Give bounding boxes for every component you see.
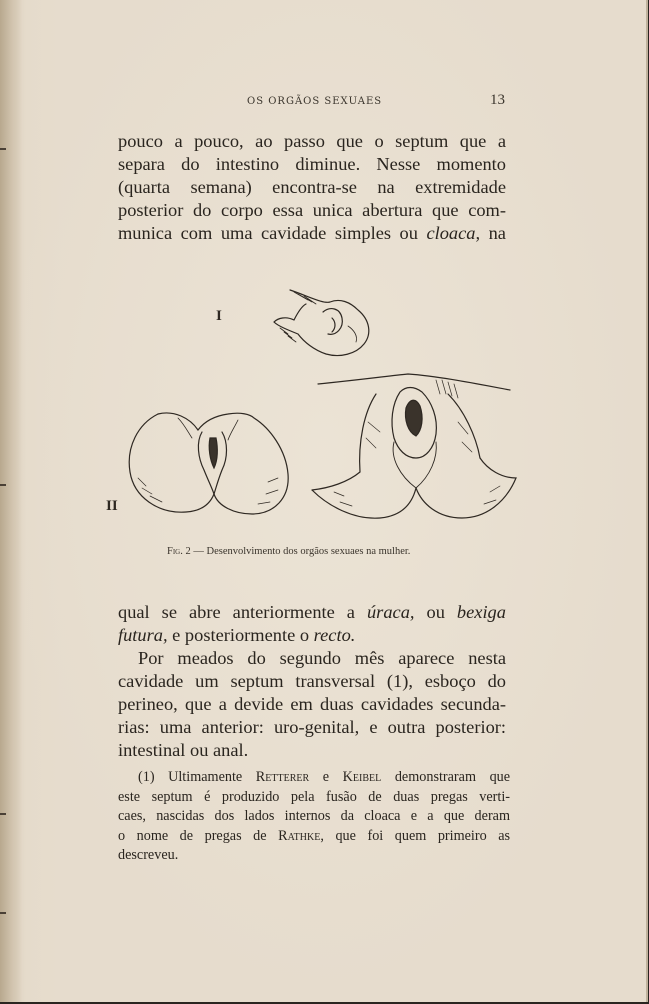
edge-mark (0, 813, 6, 815)
text-line: separa do intestino diminue. Nesse momento (118, 154, 506, 174)
figure-caption (167, 546, 410, 557)
paragraph-3 (118, 647, 506, 762)
figure-label-2: II (106, 498, 118, 514)
footnote (118, 768, 510, 866)
text-line: Por meados do segundo mês aparece nesta (138, 648, 506, 668)
text-segment: (1) Ultimamente (138, 769, 243, 785)
author-name: Keibel (342, 769, 382, 785)
page-gutter-shadow (0, 0, 22, 1002)
italic-term: recto. (313, 625, 356, 645)
text-segment: qual se abre anteriormente a (118, 602, 355, 622)
footnote-line: este septum é produzido pela fusão de duas pregas verti- (118, 788, 510, 805)
italic-term: bexiga (456, 602, 506, 622)
paragraph-1 (118, 130, 506, 245)
text-segment: ou (426, 602, 445, 622)
text-line: intestinal ou anal. (118, 740, 249, 760)
text-line: pouco a pouco, ao passo que o septum que a (118, 131, 506, 151)
text-segment: na (488, 223, 506, 243)
figure-label-1: I (216, 308, 222, 324)
text-line: posterior do corpo essa unica abertura que com- (118, 200, 506, 220)
paragraph-2 (118, 601, 506, 647)
footnote-line: caes, nascidas dos lados internos da cloaca e a que deram (118, 808, 510, 824)
text-segment: o nome de pregas de (118, 827, 267, 844)
figure-caption-label: Fig. 2 (167, 546, 191, 557)
embryo-sketch (274, 290, 369, 356)
italic-term: úraca, (366, 602, 415, 622)
author-name: Retterer (255, 769, 310, 785)
italic-term: futura, (118, 625, 168, 645)
text-segment: que foi quem primeiro as (335, 827, 511, 844)
footnote-line (118, 827, 510, 847)
figure-caption-text: — Desenvolvimento dos orgãos sexuaes na mulher. (193, 546, 411, 557)
italic-term: cloaca, (426, 223, 481, 243)
text-line: rias: uma anterior: uro-genital, e outra posterior: (118, 717, 506, 737)
text-segment: e (322, 769, 330, 785)
text-line (118, 601, 506, 624)
edge-mark (0, 484, 6, 486)
text-segment: demonstraram que (394, 769, 511, 785)
figure-2-right-sketch (312, 374, 516, 518)
author-name: Rathke, (278, 827, 324, 844)
edge-mark (0, 912, 6, 914)
text-line (118, 222, 506, 245)
text-line: (quarta semana) encontra-se na extremidade (118, 177, 506, 197)
text-segment: e posteriormente o (172, 625, 310, 645)
running-title: OS ORGÃOS SEXUAES (247, 96, 383, 107)
footnote-line (118, 768, 510, 788)
page-number: 13 (490, 92, 505, 108)
text-line: perineo, que a devide em duas cavidades secunda- (118, 694, 506, 714)
figure-2-left-sketch (129, 413, 288, 514)
footnote-line: descreveu. (118, 847, 179, 863)
text-segment: munica com uma cavidade simples ou (118, 223, 418, 243)
text-line (118, 624, 506, 647)
anatomical-illustration (106, 282, 528, 532)
edge-mark (0, 148, 6, 150)
text-line: cavidade um septum transversal (1), esboço do (118, 671, 506, 691)
figure-2 (106, 282, 528, 532)
